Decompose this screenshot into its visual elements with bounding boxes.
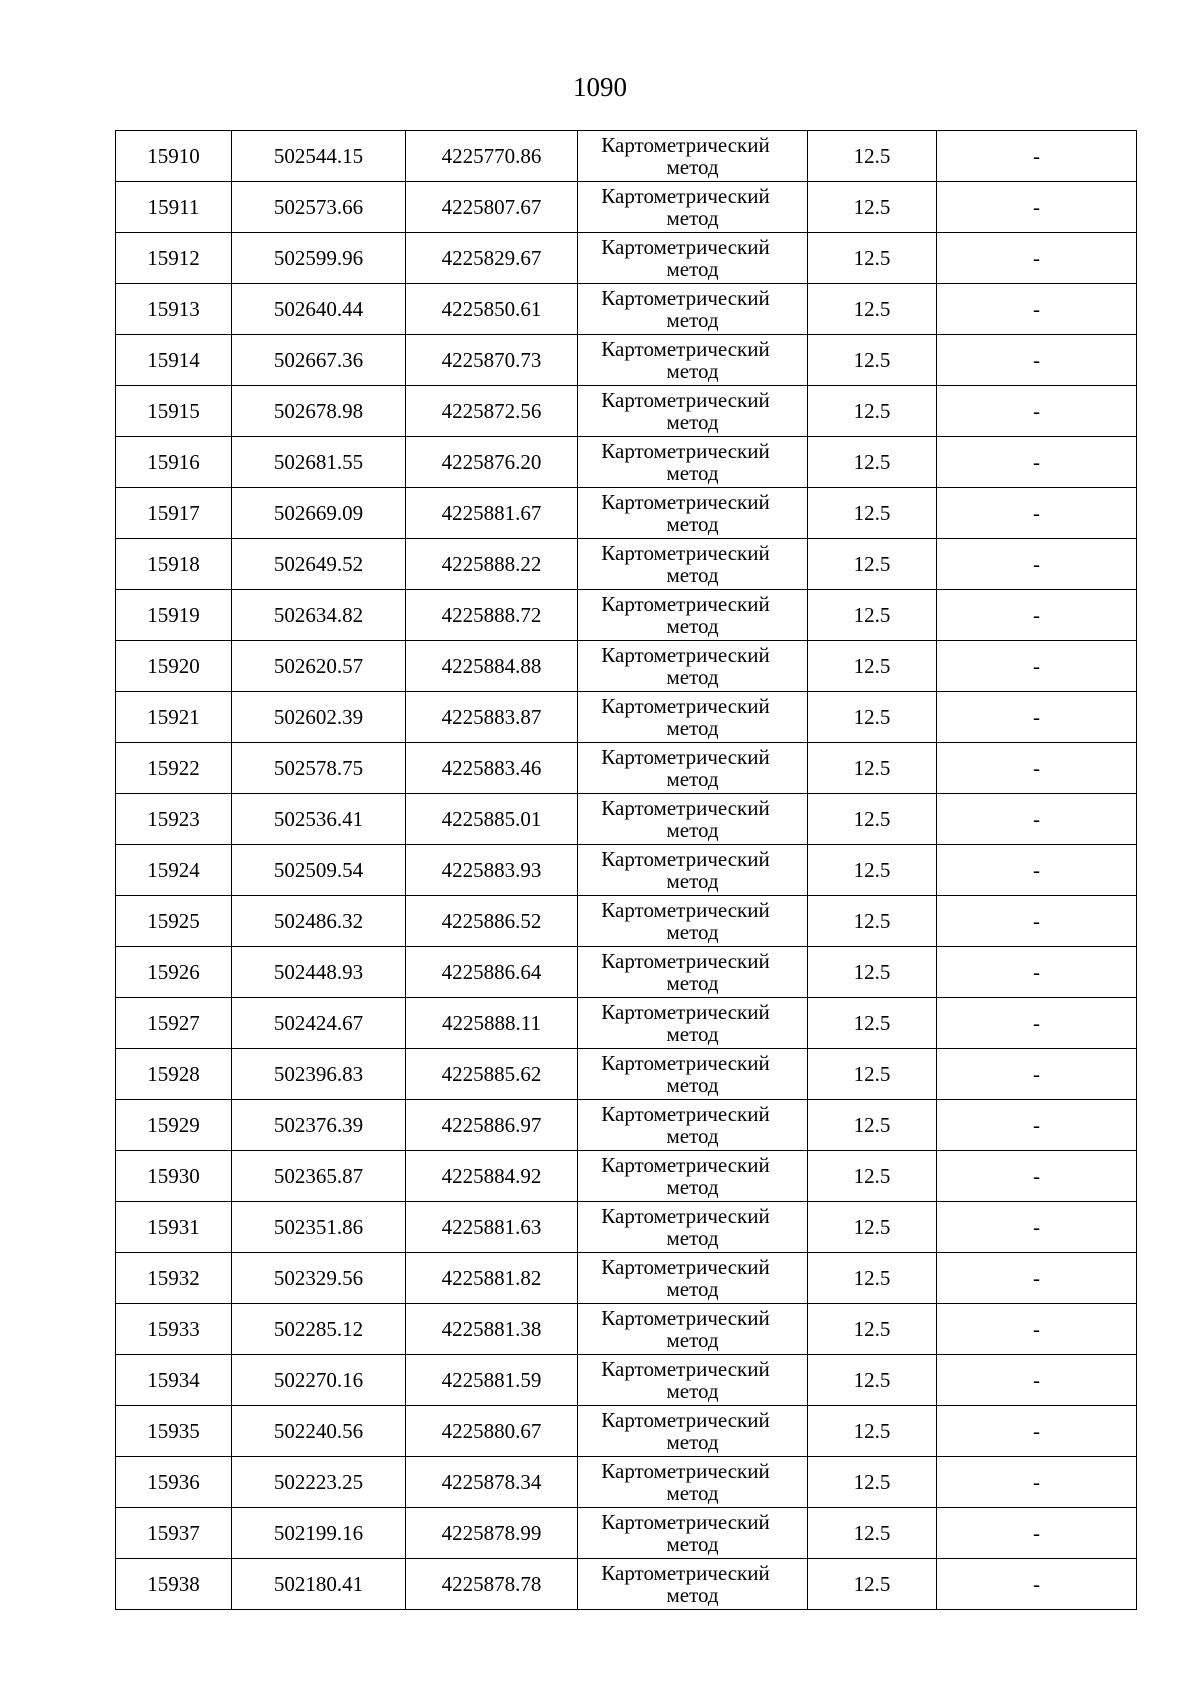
method-label-line1: Картометрический (601, 1153, 770, 1177)
method-label-line2: метод (666, 563, 719, 587)
table-row (116, 1355, 1137, 1406)
method-cell (578, 1304, 808, 1355)
note-cell: - (937, 743, 1137, 794)
method-label-line2: метод (666, 257, 719, 281)
method-label-line2: метод (666, 1022, 719, 1046)
note-cell: - (937, 1151, 1137, 1202)
method-label-line1: Картометрический (601, 1357, 770, 1381)
point-number-cell: 15917 (116, 488, 232, 539)
point-number-cell: 15921 (116, 692, 232, 743)
method-label-line1: Картометрический (601, 1255, 770, 1279)
point-number-cell: 15918 (116, 539, 232, 590)
x-coordinate-cell: 502640.44 (232, 284, 406, 335)
method-label-line1: Картометрический (601, 1561, 770, 1585)
method-cell (578, 896, 808, 947)
accuracy-cell: 12.5 (808, 488, 937, 539)
method-label-line2: метод (666, 1226, 719, 1250)
note-cell: - (937, 1508, 1137, 1559)
method-cell (578, 1457, 808, 1508)
table-row (116, 692, 1137, 743)
table-row (116, 182, 1137, 233)
accuracy-cell: 12.5 (808, 1100, 937, 1151)
point-number-cell: 15935 (116, 1406, 232, 1457)
method-label-line2: метод (666, 410, 719, 434)
accuracy-cell: 12.5 (808, 998, 937, 1049)
method-label-line1: Картометрический (601, 949, 770, 973)
method-label-line1: Картометрический (601, 184, 770, 208)
point-number-cell: 15936 (116, 1457, 232, 1508)
y-coordinate-cell: 4225883.93 (406, 845, 578, 896)
table-row (116, 437, 1137, 488)
table-row (116, 131, 1137, 182)
point-number-cell: 15912 (116, 233, 232, 284)
y-coordinate-cell: 4225884.88 (406, 641, 578, 692)
method-cell (578, 590, 808, 641)
point-number-cell: 15933 (116, 1304, 232, 1355)
y-coordinate-cell: 4225876.20 (406, 437, 578, 488)
note-cell: - (937, 641, 1137, 692)
y-coordinate-cell: 4225850.61 (406, 284, 578, 335)
x-coordinate-cell: 502573.66 (232, 182, 406, 233)
method-cell (578, 1559, 808, 1610)
x-coordinate-cell: 502486.32 (232, 896, 406, 947)
note-cell: - (937, 386, 1137, 437)
x-coordinate-cell: 502602.39 (232, 692, 406, 743)
y-coordinate-cell: 4225881.38 (406, 1304, 578, 1355)
x-coordinate-cell: 502223.25 (232, 1457, 406, 1508)
table-row (116, 1049, 1137, 1100)
method-label-line1: Картометрический (601, 1510, 770, 1534)
accuracy-cell: 12.5 (808, 1202, 937, 1253)
point-number-cell: 15937 (116, 1508, 232, 1559)
accuracy-cell: 12.5 (808, 590, 937, 641)
method-label-line2: метод (666, 1430, 719, 1454)
note-cell: - (937, 845, 1137, 896)
method-label-line1: Картометрический (601, 235, 770, 259)
accuracy-cell: 12.5 (808, 1304, 937, 1355)
point-number-cell: 15910 (116, 131, 232, 182)
accuracy-cell: 12.5 (808, 1457, 937, 1508)
y-coordinate-cell: 4225883.87 (406, 692, 578, 743)
y-coordinate-cell: 4225881.82 (406, 1253, 578, 1304)
method-label-line2: метод (666, 614, 719, 638)
accuracy-cell: 12.5 (808, 182, 937, 233)
x-coordinate-cell: 502678.98 (232, 386, 406, 437)
method-cell (578, 743, 808, 794)
method-label-line2: метод (666, 512, 719, 536)
note-cell: - (937, 335, 1137, 386)
method-cell (578, 539, 808, 590)
accuracy-cell: 12.5 (808, 233, 937, 284)
point-number-cell: 15923 (116, 794, 232, 845)
method-cell (578, 131, 808, 182)
table-row (116, 794, 1137, 845)
table-row (116, 386, 1137, 437)
table-body (116, 131, 1137, 1610)
method-label-line1: Картометрический (601, 1459, 770, 1483)
method-label-line2: метод (666, 1124, 719, 1148)
method-cell (578, 335, 808, 386)
method-cell (578, 1253, 808, 1304)
accuracy-cell: 12.5 (808, 131, 937, 182)
x-coordinate-cell: 502270.16 (232, 1355, 406, 1406)
method-label-line2: метод (666, 665, 719, 689)
x-coordinate-cell: 502578.75 (232, 743, 406, 794)
y-coordinate-cell: 4225888.72 (406, 590, 578, 641)
y-coordinate-cell: 4225829.67 (406, 233, 578, 284)
x-coordinate-cell: 502667.36 (232, 335, 406, 386)
method-cell (578, 1049, 808, 1100)
method-label-line1: Картометрический (601, 337, 770, 361)
accuracy-cell: 12.5 (808, 1049, 937, 1100)
method-cell (578, 233, 808, 284)
table-row (116, 233, 1137, 284)
y-coordinate-cell: 4225884.92 (406, 1151, 578, 1202)
point-number-cell: 15938 (116, 1559, 232, 1610)
method-label-line1: Картометрический (601, 694, 770, 718)
y-coordinate-cell: 4225807.67 (406, 182, 578, 233)
accuracy-cell: 12.5 (808, 539, 937, 590)
x-coordinate-cell: 502199.16 (232, 1508, 406, 1559)
method-label-line1: Картометрический (601, 1102, 770, 1126)
method-label-line2: метод (666, 1073, 719, 1097)
method-cell (578, 437, 808, 488)
method-cell (578, 692, 808, 743)
note-cell: - (937, 1304, 1137, 1355)
note-cell: - (937, 1100, 1137, 1151)
x-coordinate-cell: 502285.12 (232, 1304, 406, 1355)
y-coordinate-cell: 4225881.59 (406, 1355, 578, 1406)
point-number-cell: 15932 (116, 1253, 232, 1304)
note-cell: - (937, 1559, 1137, 1610)
method-cell (578, 845, 808, 896)
method-cell (578, 182, 808, 233)
method-label-line2: метод (666, 716, 719, 740)
table-row (116, 845, 1137, 896)
accuracy-cell: 12.5 (808, 947, 937, 998)
y-coordinate-cell: 4225870.73 (406, 335, 578, 386)
note-cell: - (937, 1457, 1137, 1508)
y-coordinate-cell: 4225878.34 (406, 1457, 578, 1508)
accuracy-cell: 12.5 (808, 1559, 937, 1610)
coordinates-table (115, 130, 1137, 1610)
point-number-cell: 15928 (116, 1049, 232, 1100)
point-number-cell: 15927 (116, 998, 232, 1049)
point-number-cell: 15929 (116, 1100, 232, 1151)
table-row (116, 1406, 1137, 1457)
method-label-line1: Картометрический (601, 796, 770, 820)
method-label-line1: Картометрический (601, 592, 770, 616)
method-label-line2: метод (666, 155, 719, 179)
method-label-line1: Картометрический (601, 133, 770, 157)
x-coordinate-cell: 502669.09 (232, 488, 406, 539)
x-coordinate-cell: 502544.15 (232, 131, 406, 182)
accuracy-cell: 12.5 (808, 692, 937, 743)
point-number-cell: 15934 (116, 1355, 232, 1406)
method-cell (578, 1355, 808, 1406)
note-cell: - (937, 998, 1137, 1049)
point-number-cell: 15915 (116, 386, 232, 437)
point-number-cell: 15916 (116, 437, 232, 488)
method-cell (578, 641, 808, 692)
x-coordinate-cell: 502649.52 (232, 539, 406, 590)
accuracy-cell: 12.5 (808, 641, 937, 692)
y-coordinate-cell: 4225878.78 (406, 1559, 578, 1610)
method-label-line1: Картометрический (601, 643, 770, 667)
x-coordinate-cell: 502620.57 (232, 641, 406, 692)
method-label-line1: Картометрический (601, 490, 770, 514)
accuracy-cell: 12.5 (808, 896, 937, 947)
x-coordinate-cell: 502536.41 (232, 794, 406, 845)
x-coordinate-cell: 502240.56 (232, 1406, 406, 1457)
table-row (116, 1457, 1137, 1508)
point-number-cell: 15914 (116, 335, 232, 386)
point-number-cell: 15925 (116, 896, 232, 947)
method-label-line1: Картометрический (601, 745, 770, 769)
note-cell: - (937, 1355, 1137, 1406)
y-coordinate-cell: 4225878.99 (406, 1508, 578, 1559)
note-cell: - (937, 1253, 1137, 1304)
method-label-line2: метод (666, 461, 719, 485)
method-label-line2: метод (666, 920, 719, 944)
accuracy-cell: 12.5 (808, 1253, 937, 1304)
method-label-line2: метод (666, 1175, 719, 1199)
note-cell: - (937, 1202, 1137, 1253)
method-cell (578, 794, 808, 845)
table-row (116, 590, 1137, 641)
point-number-cell: 15920 (116, 641, 232, 692)
method-cell (578, 386, 808, 437)
point-number-cell: 15926 (116, 947, 232, 998)
note-cell: - (937, 692, 1137, 743)
note-cell: - (937, 284, 1137, 335)
method-label-line2: метод (666, 1277, 719, 1301)
table-row (116, 335, 1137, 386)
method-label-line2: метод (666, 1532, 719, 1556)
method-label-line1: Картометрический (601, 1306, 770, 1330)
method-label-line1: Картометрический (601, 541, 770, 565)
x-coordinate-cell: 502509.54 (232, 845, 406, 896)
accuracy-cell: 12.5 (808, 743, 937, 794)
method-label-line2: метод (666, 1583, 719, 1607)
table-row (116, 1151, 1137, 1202)
table-row (116, 539, 1137, 590)
method-label-line2: метод (666, 308, 719, 332)
method-label-line2: метод (666, 971, 719, 995)
method-cell (578, 998, 808, 1049)
accuracy-cell: 12.5 (808, 386, 937, 437)
table-row (116, 1508, 1137, 1559)
method-label-line2: метод (666, 1379, 719, 1403)
method-label-line1: Картометрический (601, 1000, 770, 1024)
accuracy-cell: 12.5 (808, 284, 937, 335)
y-coordinate-cell: 4225886.64 (406, 947, 578, 998)
method-label-line1: Картометрический (601, 1204, 770, 1228)
table-row (116, 1304, 1137, 1355)
x-coordinate-cell: 502365.87 (232, 1151, 406, 1202)
table-row (116, 1100, 1137, 1151)
x-coordinate-cell: 502376.39 (232, 1100, 406, 1151)
note-cell: - (937, 539, 1137, 590)
method-label-line1: Картометрический (601, 898, 770, 922)
x-coordinate-cell: 502180.41 (232, 1559, 406, 1610)
accuracy-cell: 12.5 (808, 335, 937, 386)
y-coordinate-cell: 4225880.67 (406, 1406, 578, 1457)
note-cell: - (937, 794, 1137, 845)
table-row (116, 998, 1137, 1049)
y-coordinate-cell: 4225872.56 (406, 386, 578, 437)
point-number-cell: 15913 (116, 284, 232, 335)
method-label-line1: Картометрический (601, 286, 770, 310)
note-cell: - (937, 590, 1137, 641)
table-row (116, 1253, 1137, 1304)
y-coordinate-cell: 4225886.97 (406, 1100, 578, 1151)
point-number-cell: 15924 (116, 845, 232, 896)
y-coordinate-cell: 4225770.86 (406, 131, 578, 182)
method-label-line2: метод (666, 869, 719, 893)
page-number: 1090 (573, 72, 627, 102)
method-cell (578, 947, 808, 998)
table-row (116, 896, 1137, 947)
y-coordinate-cell: 4225888.11 (406, 998, 578, 1049)
note-cell: - (937, 1049, 1137, 1100)
y-coordinate-cell: 4225885.62 (406, 1049, 578, 1100)
accuracy-cell: 12.5 (808, 845, 937, 896)
x-coordinate-cell: 502329.56 (232, 1253, 406, 1304)
method-label-line1: Картометрический (601, 1408, 770, 1432)
x-coordinate-cell: 502351.86 (232, 1202, 406, 1253)
accuracy-cell: 12.5 (808, 437, 937, 488)
method-cell (578, 284, 808, 335)
note-cell: - (937, 1406, 1137, 1457)
table-row (116, 488, 1137, 539)
point-number-cell: 15911 (116, 182, 232, 233)
method-label-line1: Картометрический (601, 388, 770, 412)
y-coordinate-cell: 4225881.63 (406, 1202, 578, 1253)
x-coordinate-cell: 502424.67 (232, 998, 406, 1049)
method-cell (578, 1100, 808, 1151)
note-cell: - (937, 896, 1137, 947)
point-number-cell: 15930 (116, 1151, 232, 1202)
method-label-line2: метод (666, 1481, 719, 1505)
accuracy-cell: 12.5 (808, 1406, 937, 1457)
accuracy-cell: 12.5 (808, 1355, 937, 1406)
y-coordinate-cell: 4225888.22 (406, 539, 578, 590)
note-cell: - (937, 488, 1137, 539)
y-coordinate-cell: 4225886.52 (406, 896, 578, 947)
y-coordinate-cell: 4225881.67 (406, 488, 578, 539)
accuracy-cell: 12.5 (808, 1508, 937, 1559)
point-number-cell: 15931 (116, 1202, 232, 1253)
method-label-line2: метод (666, 206, 719, 230)
method-label-line2: метод (666, 359, 719, 383)
method-cell (578, 1508, 808, 1559)
note-cell: - (937, 437, 1137, 488)
point-number-cell: 15919 (116, 590, 232, 641)
point-number-cell: 15922 (116, 743, 232, 794)
table-row (116, 284, 1137, 335)
method-cell (578, 488, 808, 539)
table-row (116, 743, 1137, 794)
method-label-line1: Картометрический (601, 847, 770, 871)
x-coordinate-cell: 502634.82 (232, 590, 406, 641)
x-coordinate-cell: 502599.96 (232, 233, 406, 284)
table-row (116, 641, 1137, 692)
method-label-line1: Картометрический (601, 1051, 770, 1075)
x-coordinate-cell: 502396.83 (232, 1049, 406, 1100)
y-coordinate-cell: 4225883.46 (406, 743, 578, 794)
note-cell: - (937, 182, 1137, 233)
x-coordinate-cell: 502448.93 (232, 947, 406, 998)
method-label-line2: метод (666, 1328, 719, 1352)
table-row (116, 947, 1137, 998)
method-cell (578, 1151, 808, 1202)
method-cell (578, 1202, 808, 1253)
table-row (116, 1202, 1137, 1253)
x-coordinate-cell: 502681.55 (232, 437, 406, 488)
method-label-line2: метод (666, 767, 719, 791)
method-label-line1: Картометрический (601, 439, 770, 463)
note-cell: - (937, 947, 1137, 998)
method-label-line2: метод (666, 818, 719, 842)
accuracy-cell: 12.5 (808, 1151, 937, 1202)
accuracy-cell: 12.5 (808, 794, 937, 845)
table-row (116, 1559, 1137, 1610)
y-coordinate-cell: 4225885.01 (406, 794, 578, 845)
note-cell: - (937, 131, 1137, 182)
note-cell: - (937, 233, 1137, 284)
method-cell (578, 1406, 808, 1457)
